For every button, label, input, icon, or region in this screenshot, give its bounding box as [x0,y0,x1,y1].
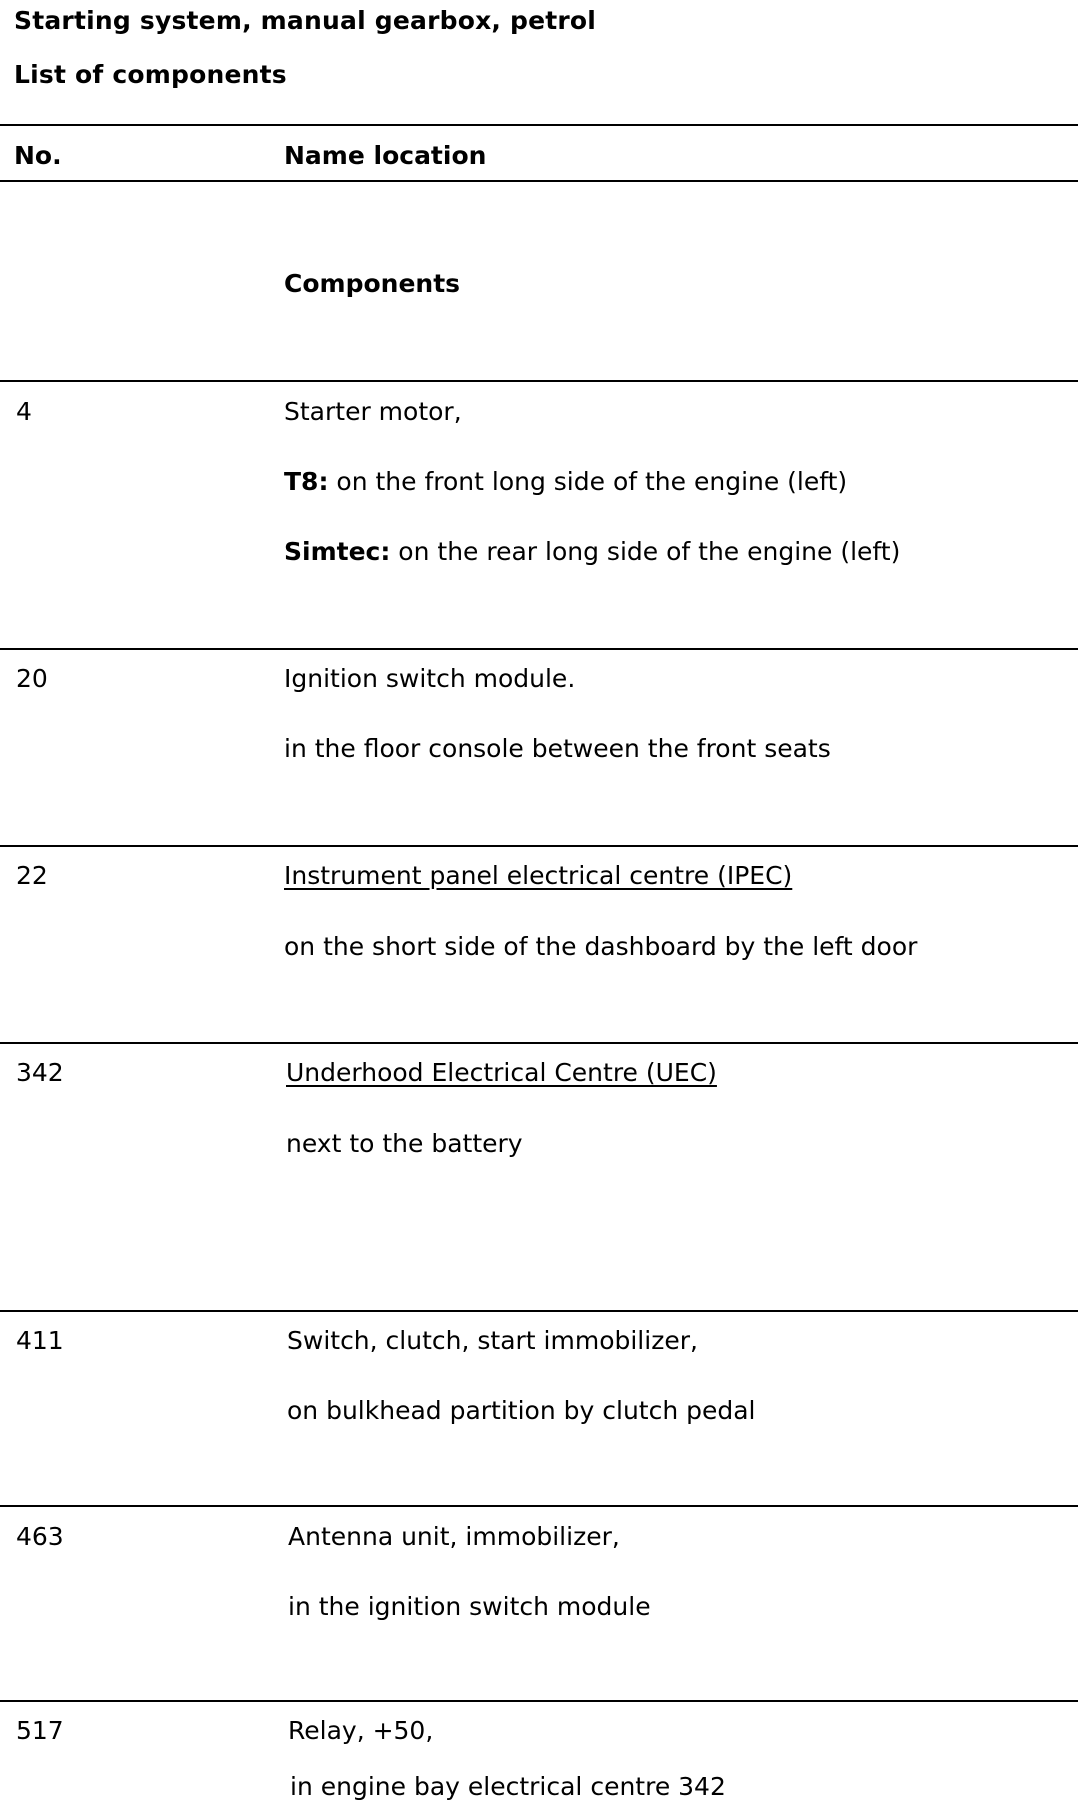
component-location: on bulkhead partition by clutch pedal [287,1396,756,1425]
component-number: 517 [16,1716,64,1745]
component-number: 463 [16,1522,64,1551]
table-top-rule [0,124,1078,126]
row-divider [0,648,1078,650]
row-divider [0,1700,1078,1702]
column-header-name-location: Name location [284,141,487,170]
location-text: on the rear long side of the engine (left) [390,537,901,566]
component-name: Relay, +50, [288,1716,434,1745]
component-location-t8 [284,467,847,496]
component-name: Antenna unit, immobilizer, [288,1522,620,1551]
location-text: on the front long side of the engine (left) [328,467,848,496]
row-divider [0,1042,1078,1044]
component-location: on the short side of the dashboard by the left door [284,932,918,961]
row-divider [0,1505,1078,1507]
header-bottom-rule [0,180,1078,182]
component-name: Switch, clutch, start immobilizer, [287,1326,698,1355]
page-title: Starting system, manual gearbox, petrol [14,6,597,35]
component-number: 20 [16,664,48,693]
component-number: 342 [16,1058,64,1087]
component-location: in the ignition switch module [288,1592,651,1621]
component-name: Starter motor, [284,397,462,426]
page-subtitle: List of components [14,60,287,89]
component-name: Ignition switch module. [284,664,576,693]
row-divider [0,380,1078,382]
component-number: 4 [16,397,32,426]
component-number: 411 [16,1326,64,1355]
component-location: in engine bay electrical centre 342 [290,1772,726,1801]
row-divider [0,1310,1078,1312]
component-location: next to the battery [286,1129,523,1158]
component-number: 22 [16,861,48,890]
component-location: in the floor console between the front seats [284,734,831,763]
section-heading-components: Components [284,269,461,298]
row-divider [0,845,1078,847]
component-name-link[interactable]: Underhood Electrical Centre (UEC) [286,1058,717,1087]
variant-label: Simtec: [284,537,391,566]
component-location-simtec [284,537,900,566]
component-name-link[interactable]: Instrument panel electrical centre (IPEC) [284,861,793,890]
column-header-no: No. [14,141,62,170]
variant-label: T8: [284,467,329,496]
